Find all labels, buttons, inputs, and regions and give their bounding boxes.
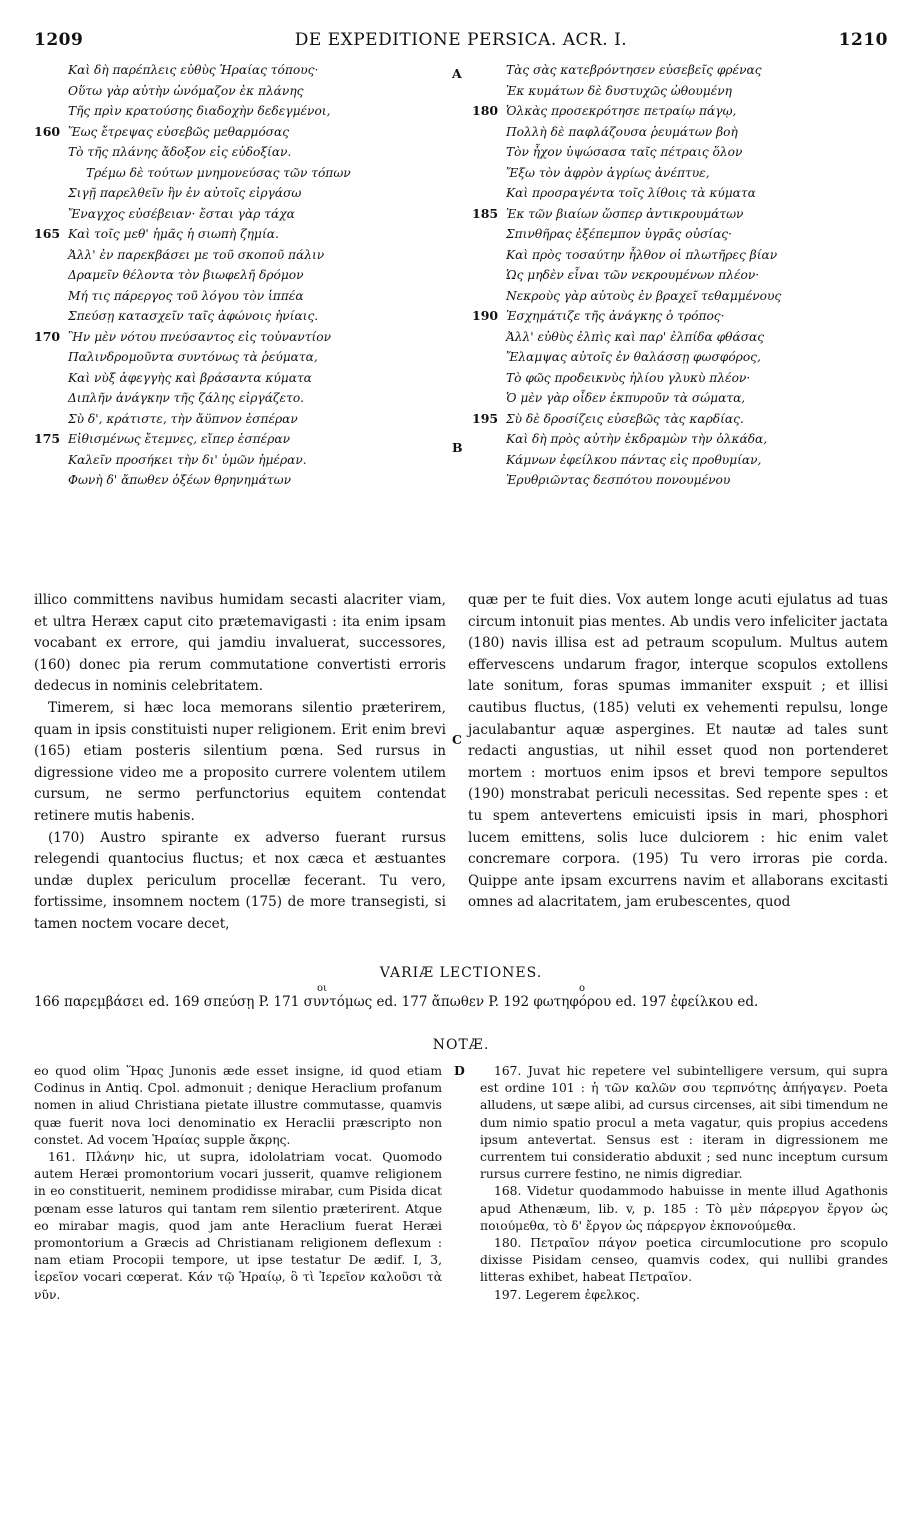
verse-line: [34, 306, 434, 327]
verse-line: [472, 265, 888, 286]
verse-text: Σὺ δὲ δροσίζεις εὐσεβῶς τὰς καρδίας.: [506, 411, 744, 426]
verse-text: Καὶ προσραγέντα τοῖς λίθοις τὰ κύματα: [506, 186, 756, 200]
verse-line: [472, 204, 888, 225]
verse-text: Ἐσχημάτιζε τῆς ἀνάγκης ὁ τρόπος·: [506, 309, 725, 323]
verse-number: 160: [34, 123, 61, 139]
verse-text: Οὕτω γὰρ αὐτὴν ὠνόμαζον ἐκ πλάνης: [68, 83, 304, 98]
verse-text: Ἐκ τῶν βιαίων ὥσπερ ἀντικρουμάτων: [506, 206, 744, 221]
variae-lectiones-title: VARIÆ LECTIONES.: [379, 965, 543, 981]
verse-line: [472, 429, 888, 450]
verse-text: Πολλὴ δὲ παφλάζουσα ῥευμάτων βοὴ: [506, 124, 738, 139]
notes-column-left: [34, 1063, 442, 1304]
verse-line: [472, 327, 888, 348]
verse-text: Μή τις πάρεργος τοῦ λόγου τὸν ἱππέα: [68, 288, 304, 303]
verse-number: 180: [472, 103, 499, 118]
verse-line: [34, 368, 434, 389]
note-paragraph: 161. Πλάνην hic, ut supra, idololatriam vocat. Quomodo autem Heræi promontorium vocari jusserit, quamve religionem in eo constituerit, neminem prodidisse mirabar, cum Pisida dicat pœnam esse laturos qui tantam rem silentio præterirent. Atque eo mirabar magis, quod jam ante Heraclium fuerat Heræi promontorium a Græcis ad Christianam religionem deflexum : nam etiam Procopii tempore, ut ipse testatur De ædif. I, 3, ἱερεῖον vocari cœperat. Κάν τῷ Ἡραίῳ, ὃ τὶ Ἱερεῖον καλοῦσι τὰ νῦν.: [34, 1150, 442, 1302]
verse-line: [472, 183, 888, 204]
running-title: DE EXPEDITIONE PERSICA. ACR. I.: [294, 30, 628, 50]
latin-paragraph: (170) Austro spirante ex adverso fuerant rursus relegendi quantocius fluctus; et nox cæca et æstuantes undæ duplex periculum procellæ fecerant. Tu vero, fortissime, insomnem noctem (175) de more transegisti, si tamen noctem vocare decet,: [34, 829, 446, 932]
verse-line: [34, 183, 434, 204]
verse-text: Φωνὴ δ' ἄπωθεν ὀξέων θρηνημάτων: [68, 473, 291, 487]
verse-text: Ἔναγχος εὐσέβειαν· ἔσται γὰρ τάχα: [68, 206, 295, 221]
note-paragraph: 180. Πετραῖον πάγον poetica circumlocutione pro scopulo dixisse Pisidam censeo, quamvis codex, qui nullibi grandes litteras exhibet, habeat Πετραῖον.: [480, 1236, 888, 1285]
greek-verse-column-left: [34, 60, 434, 491]
greek-verse-column-right: [472, 60, 888, 491]
verse-text: Νεκροὺς γὰρ αὐτοὺς ἐν βραχεῖ τεθαμμένους: [506, 288, 782, 303]
verse-text: Ὁλκὰς προσεκρότησε πετραίῳ πάγῳ,: [506, 104, 737, 118]
variant-superscript-2: ο: [579, 983, 586, 994]
verse-line: [34, 60, 434, 81]
verse-number: 165: [34, 226, 61, 241]
verse-text: Εἰθισμένως ἔτεμνες, εἴπερ ἑσπέραν: [68, 432, 291, 446]
verse-text: Ἣν μὲν νότου πνεύσαντος εἰς τοὐναντίον: [68, 329, 331, 344]
verse-number: 170: [34, 328, 61, 344]
note-paragraph: 167. Juvat hic repetere vel subintelligere versum, qui supra est ordine 101 : ἡ τῶν καλῶν σου τερπνότης ἀπήγαγεν. Poeta alludens, ut sæpe alibi, ad cursus circenses, ait sibi timendum ne dum nimio spatio procul a meta vagatur, quis propius accedens ipsum antevertat. Sensus est : iteram in digressionem me currentem tui consideratio abduxit ; sed nunc inceptum cursum rursus currere festino, ne nimis digrediar.: [480, 1064, 888, 1182]
verse-line: [472, 163, 888, 184]
margin-letter-d: D: [454, 1063, 465, 1078]
verse-line: [34, 450, 434, 471]
verse-line: [472, 60, 888, 81]
verse-line: [34, 245, 434, 266]
page: [34, 30, 888, 1302]
latin-paragraph: Timerem, si hæc loca memorans silentio præterirem, quam in ipsis constituisti nuper religionem. Erit enim brevi (165) etiam posteris silentium pœna. Sed rursus in digressione video me a proposito currere volentem utilem cursum, ne sermo perfunctorius equitem contendat retinere mutis habenis.: [34, 699, 446, 824]
verse-text: Ἀλλ' εὐθὺς ἐλπὶς καὶ παρ' ἐλπίδα φθάσας: [506, 329, 765, 344]
verse-line: [34, 163, 434, 184]
verse-text: Τὸ τῆς πλάνης ἄδοξον εἰς εὐδοξίαν.: [68, 145, 292, 159]
verse-text: Τὸν ἦχον ὑψώσασα ταῖς πέτραις ὅλον: [506, 145, 743, 159]
verse-text: Ἐρυθριῶντας δεσπότου πονουμένου: [506, 473, 731, 487]
variant-superscript-1: οι: [317, 983, 327, 994]
verse-line: [472, 306, 888, 327]
verse-line: [472, 388, 888, 409]
page-number-right: 1210: [838, 30, 888, 50]
notes-column-right: [480, 1063, 888, 1304]
verse-line: [472, 122, 888, 143]
note-paragraph: 168. Videtur quodammodo habuisse in mente illud Agathonis apud Athenæum, lib. v, p. 185 : Τὸ μὲν πάρεργον ἔργον ὡς ποιούμεθα, τὸ δ' ἔργον ὡς πάρεργον ἐκπονούμεθα.: [480, 1184, 888, 1233]
verse-line: [34, 142, 434, 163]
greek-verse-section: [34, 60, 888, 590]
margin-letter-c: C: [452, 732, 462, 747]
verse-text: Ἕως ἔτρεψας εὐσεβῶς μεθαρμόσας: [68, 124, 290, 139]
verse-text: Τὰς σὰς κατεβρόντησεν εὐσεβεῖς φρένας: [506, 63, 762, 77]
verse-text: Σπινθῆρας ἐξέπεμπον ὑγρᾶς οὐσίας·: [506, 227, 733, 241]
verse-line: [34, 265, 434, 286]
verse-line: [34, 327, 434, 348]
verse-text: Τρέμω δὲ τούτων μνημονεύσας τῶν τόπων: [86, 165, 351, 180]
notae-title: NOTÆ.: [432, 1037, 490, 1053]
verse-line: [34, 409, 434, 430]
verse-number: 185: [472, 205, 499, 221]
verse-text: Παλινδρομοῦντα συντόνως τὰ ῥεύματα,: [68, 350, 318, 364]
note-paragraph: eo quod olim Ἥρας Junonis æde esset insigne, id quod etiam Codinus in Antiq. Cpol. admonuit ; denique Heraclium profanum nomen in aliud Christiana pietate illustre commutasse, quamvis quæ fuerit nova loci denominatio ex Heraclii præscripto non constet. Ad vocem Ἡραίας supple ἄκρης.: [34, 1064, 442, 1147]
verse-text: Διπλῆν ἀνάγκην τῆς ζάλης εἰργάζετο.: [68, 391, 305, 405]
latin-column-left: [34, 590, 446, 936]
verse-text: Καὶ πρὸς τοσαύτην ἦλθον οἱ πλωτῆρες βίαν: [506, 247, 778, 262]
verse-line: [472, 450, 888, 471]
verse-text: Ἔξω τὸν ἀφρὸν ἀγρίως ἀνέπτυε,: [506, 165, 710, 180]
verse-line: [472, 409, 888, 430]
verse-text: Ἀλλ' ἐν παρεκβάσει με τοῦ σκοποῦ πάλιν: [68, 247, 325, 262]
verse-line: [34, 347, 434, 368]
verse-line: [472, 368, 888, 389]
verse-number: 175: [34, 431, 61, 446]
verse-line: [34, 204, 434, 225]
page-number-left: 1209: [34, 30, 84, 50]
verse-line: [34, 122, 434, 143]
verse-text: Ὁ μὲν γὰρ οἶδεν ἐκπυροῦν τὰ σώματα,: [506, 391, 746, 405]
verse-text: Καὶ δὴ πρὸς αὐτὴν ἐκδραμὼν τὴν ὁλκάδα,: [506, 432, 768, 446]
verse-line: [34, 81, 434, 102]
latin-translation-section: [34, 590, 888, 932]
verse-line: [472, 286, 888, 307]
variant-readings: 166 παρεμβάσει ed. 169 σπεύσῃ P. 171 συντόμως ed. 177 ἄπωθεν P. 192 φωτηφόρου ed. 197 ἐφείλκου ed.: [34, 994, 759, 1010]
verse-line: [34, 286, 434, 307]
latin-paragraph: illico committens navibus humidam secasti alacriter viam, et ultra Heræx caput cito prætemavigasti : ita enim ipsam vocabant ex errore, qui jamdiu invaluerat, successores, (160) donec pia rerum commutatione convertisti erroris dedecus in nominis celebritatem.: [34, 592, 446, 695]
verse-text: Σιγῇ παρελθεῖν ἣν ἐν αὐτοῖς εἰργάσω: [68, 186, 302, 200]
page-header: [34, 30, 888, 56]
verse-text: Καλεῖν προσήκει τὴν δι' ὑμῶν ἡμέραν.: [68, 452, 307, 467]
verse-text: Σὺ δ', κράτιστε, τὴν ἄϋπνον ἑσπέραν: [68, 411, 298, 426]
margin-letter-a: A: [452, 66, 462, 81]
verse-text: Τὸ φῶς προδεικνὺς ἡλίου γλυκὺ πλέον·: [506, 370, 751, 385]
verse-text: Καὶ τοῖς μεθ' ἡμᾶς ἡ σιωπὴ ζημία.: [68, 227, 279, 241]
verse-text: Σπεύσῃ κατασχεῖν ταῖς ἀφώνοις ἡνίαις.: [68, 309, 319, 323]
verse-line: [472, 101, 888, 122]
verse-text: Ὡς μηδὲν εἶναι τῶν νεκρουμένων πλέον·: [506, 268, 760, 282]
variae-lectiones: [34, 981, 888, 1035]
verse-number: 195: [472, 410, 499, 426]
verse-text: Ἐκ κυμάτων δὲ δυστυχῶς ὠθουμένη: [506, 83, 732, 98]
verse-text: Καὶ νὺξ ἀφεγγὴς καὶ βράσαντα κύματα: [68, 370, 312, 385]
verse-text: Κάμνων ἐφείλκου πάντας εἰς προθυμίαν,: [506, 452, 762, 467]
verse-line: [472, 245, 888, 266]
verse-line: [472, 470, 888, 491]
verse-line: [472, 142, 888, 163]
verse-text: Καὶ δὴ παρέπλεις εὐθὺς Ἡραίας τόπους·: [68, 63, 319, 77]
verse-text: Τῆς πρὶν κρατούσης διαδοχὴν δεδεγμένοι,: [68, 104, 331, 118]
verse-line: [472, 224, 888, 245]
latin-paragraph: quæ per te fuit dies. Vox autem longe acuti ejulatus ad tuas circum intonuit pias mentes. Ab undis vero infeliciter jactata (180) navis illisa est ad petraum scopulum. Multus autem effervescens undarum fragor, interque scopulos extollens late sonitum, foras spumas immaniter exspuit ; et illisi cautibus fluctus, (185) veluti ex vehementi repulsu, longe jaculabantur aquæ aspergines. Et nautæ ad tales sunt redacti angustias, ut nihil esset quod non portenderet mortem : mortuos enim ipsos et brevi tempore sepultos (190) monstrabat periculi necessitas. Sed repente spes : et tu spem antevertens emicuisti ipsis in mari, phosphori lucem emittens, solis luce dulciorem : hic enim valet concremare corpora. (195) Tu vero irroras pie corda. Quippe ante ipsam excurrens navim et allaborans excitasti omnes ad alacritatem, jam erubescentes, quod: [468, 592, 888, 911]
verse-line: [34, 470, 434, 491]
verse-line: [472, 81, 888, 102]
verse-text: Ἔλαμψας αὐτοῖς ἐν θαλάσσῃ φωσφόρος,: [506, 350, 761, 364]
verse-line: [472, 347, 888, 368]
verse-text: Δραμεῖν θέλοντα τὸν βιωφελῆ δρόμον: [68, 268, 304, 282]
verse-number: 190: [472, 308, 499, 323]
verse-line: [34, 388, 434, 409]
margin-letter-b: B: [452, 440, 463, 455]
verse-line: [34, 101, 434, 122]
verse-line: [34, 429, 434, 450]
verse-line: [34, 224, 434, 245]
latin-column-right: [468, 590, 888, 914]
note-paragraph: 197. Legerem ἐφελκος.: [494, 1287, 640, 1302]
